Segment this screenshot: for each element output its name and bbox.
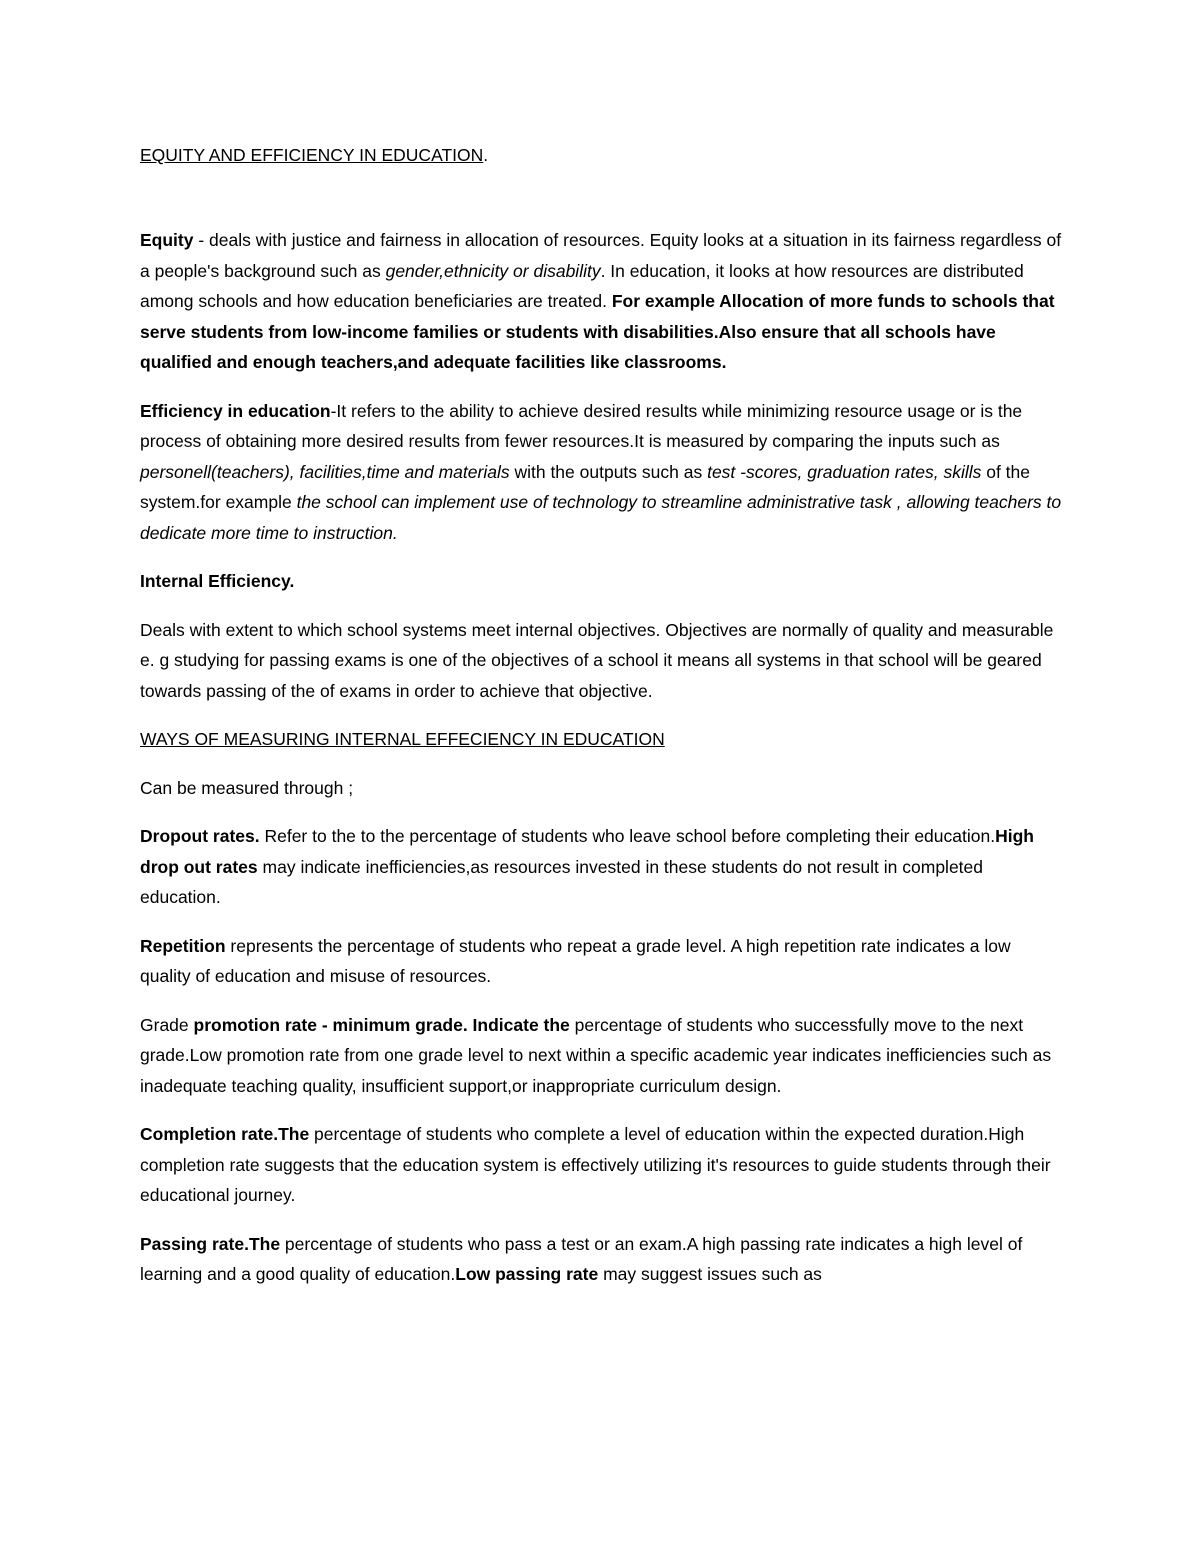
- completion-term: Completion rate.The: [140, 1124, 310, 1144]
- equity-term: Equity: [140, 230, 194, 250]
- promotion-text: percentage of students who successfully move to the next grade.Low promotion rate from one grade level to next within a specific academic year indicates inefficiencies such as inadequate teaching quality, insufficient support,or inappropriate curriculum design.: [140, 1014, 1052, 1096]
- equity-paragraph: [140, 225, 1065, 378]
- internal-efficiency-heading: [140, 566, 1065, 597]
- internal-efficiency-paragraph: Deals with extent to which school systems meet internal objectives. Objectives are normally of quality and measurable e. g studying for passing exams is one of the objectives of a school it means all systems in that school will be geared towards passing of the of exams in order to achieve that objective.: [140, 619, 1054, 701]
- passing-term: Passing rate.The: [140, 1233, 281, 1254]
- efficiency-text-3: of the system.for example: [140, 461, 1031, 512]
- internal-heading-text: Internal Efficiency.: [140, 571, 295, 591]
- passing-text-1: percentage of students who pass a test or an exam.A high passing rate indicates a high level of learning and a good quality of education.: [140, 1233, 1023, 1284]
- efficiency-italic-1: personell(teachers), facilities,time and materials: [140, 461, 510, 482]
- dropout-bold-2: High drop out rates: [140, 826, 1034, 877]
- dropout-term: Dropout rates.: [140, 826, 260, 846]
- ways-heading-text: WAYS OF MEASURING INTERNAL EFFECIENCY IN EDUCATION: [140, 729, 665, 749]
- equity-text-1: - deals with justice and fairness in allocation of resources. Equity looks at a situation in its fairness regardless of a people's background such as: [140, 230, 1062, 281]
- efficiency-text-1: -It refers to the ability to achieve desired results while minimizing resource usage or is the process of obtaining more desired results from fewer resources.It is measured by comparing the inputs such as: [140, 400, 1023, 451]
- efficiency-italic-3: the school can implement use of technology to streamline administrative task , allowing teachers to dedicate more time to instruction.: [140, 492, 1062, 543]
- dropout-text-2: may indicate inefficiencies,as resources invested in these students do not result in completed education.: [140, 856, 984, 907]
- efficiency-paragraph: [140, 396, 1065, 549]
- repetition-paragraph: [140, 931, 1065, 992]
- document-title: [140, 140, 1065, 170]
- equity-example: For example Allocation of more funds to schools that serve students from low-income families or students with disabilities.Also ensure that all schools have qualified and enough teachers,and adequate facilities like classrooms.: [140, 291, 1055, 372]
- repetition-term: Repetition: [140, 935, 226, 956]
- document-page: [140, 140, 1065, 1308]
- promotion-bold: promotion rate - minimum grade. Indicate the: [193, 1014, 570, 1035]
- completion-paragraph: [140, 1119, 1065, 1211]
- efficiency-text-2: with the outputs such as: [509, 461, 708, 482]
- dropout-text-1: Refer to the to the percentage of students who leave school before completing their education.: [259, 826, 996, 846]
- equity-text-2: . In education, it looks at how resources are distributed among schools and how education beneficiaries are treated.: [140, 260, 1024, 311]
- promotion-paragraph: [140, 1010, 1065, 1102]
- efficiency-italic-2: test -scores, graduation rates, skills: [707, 461, 982, 482]
- dropout-paragraph: [140, 821, 1065, 913]
- ways-intro: Can be measured through ;: [140, 777, 354, 798]
- passing-bold-2: Low passing rate: [455, 1264, 599, 1284]
- completion-text: percentage of students who complete a level of education within the expected duration.High completion rate suggests that the education system is effectively utilizing it's resources to guide students through their educational journey.: [140, 1124, 1051, 1205]
- efficiency-term: Efficiency in education: [140, 400, 331, 421]
- promotion-lead: Grade: [140, 1014, 194, 1035]
- title-text: EQUITY AND EFFICIENCY IN EDUCATION: [140, 145, 484, 165]
- passing-text-2: may suggest issues such as: [598, 1264, 822, 1284]
- repetition-text: represents the percentage of students who repeat a grade level. A high repetition rate indicates a low quality of education and misuse of resources.: [140, 935, 1011, 986]
- ways-heading: [140, 724, 1065, 755]
- equity-italic-1: gender,ethnicity or disability: [385, 260, 601, 281]
- title-period: .: [483, 145, 489, 165]
- passing-paragraph: [140, 1229, 1065, 1290]
